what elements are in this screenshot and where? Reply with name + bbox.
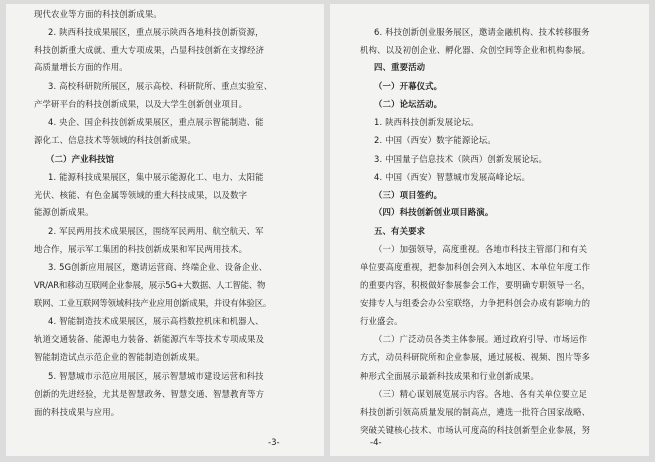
- text-line: 高质量增长方面的作用。: [34, 62, 128, 72]
- section-heading: （二）产业科技馆: [46, 154, 115, 164]
- text-line: 机构、以及初创企业、孵化器、众创空间等企业和机构参展。: [360, 45, 591, 55]
- text-line: 3. 5G创新应用展区，邀请运营商、终端企业、设备企业、: [48, 262, 268, 272]
- text-line: 产学研平台的科技创新成果，以及大学生创新创业项目。: [34, 99, 248, 109]
- subsection-heading: （一）开幕仪式。: [374, 81, 443, 91]
- subsection-heading: （四）科技创新创业项目路演。: [374, 207, 494, 217]
- text-line: （一）加强领导，高度重视。各地市科技主管部门和有关: [374, 244, 588, 254]
- text-line: 5. 智慧城市示范应用展区，展示智慧城市建设运营和科技: [48, 371, 264, 381]
- text-line: 4. 智能制造技术成果展区，展示高档数控机床和机器人、: [48, 316, 264, 326]
- text-line: 2. 军民两用技术成果展区，围绕军民两用、航空航天、军: [48, 226, 264, 236]
- text-line: （二）广泛动员各类主体参展。通过政府引导、市场运作: [374, 334, 588, 344]
- text-line: 联网、工业互联网等领域科技产业应用创新成果，并设有体验区。: [34, 298, 272, 308]
- text-line: 轨道交通装备、能源电力装备、新能源汽车等技术专项成果及: [34, 334, 265, 344]
- text-line: 4. 中国（西安）智慧城市发展高峰论坛。: [374, 172, 531, 182]
- text-line: 行业盛会。: [360, 316, 403, 326]
- text-line: 科技创新引领高质量发展的制高点，遴选一批符合国家战略、: [360, 407, 591, 417]
- subsection-heading: （三）项目签约。: [374, 190, 443, 200]
- text-line: 6. 科技创新创业服务展区，邀请金融机构、技术转移服务: [374, 27, 590, 37]
- text-line: 能源创新成果。: [34, 207, 94, 217]
- text-line: 1. 陕西科技创新发展论坛。: [374, 117, 479, 127]
- text-line: 2. 中国（西安）数字能源论坛。: [374, 135, 496, 145]
- text-line: 创新的先进经验，尤其是智慧政务、智慧交通、智慧教育等方: [34, 389, 265, 399]
- text-line: 光伏、核能、有色金属等领域的重大科技成果，以及数字: [34, 190, 248, 200]
- text-line: 地合作，展示军工集团的科技创新成果和军民两用技术。: [34, 244, 248, 254]
- text-line: 安排专人与组委会办公室联络，力争把科创会办成有影响力的: [360, 298, 591, 308]
- text-line: 单位要高度重视，把参加科创会列入本地区、本单位年度工作: [360, 262, 591, 272]
- right-page: [330, 4, 649, 456]
- text-line: 突破关键核心技术、市场认可度高的科技创新型企业参展，努: [360, 425, 591, 435]
- text-line: 4. 央企、国企科技创新成果展区，重点展示智能制造、能: [48, 117, 264, 127]
- text-line: 种形式全面展示最新科技成果和行业创新成果。: [360, 371, 540, 381]
- text-line: 科技创新重大成就、重大专项成果，凸显科技创新在支撑经济: [34, 45, 265, 55]
- text-line: 面的科技成果与应用。: [34, 407, 120, 417]
- text-line: 方式，动员科研院所和企业参展，通过展板、视频、图片等多: [360, 352, 591, 362]
- text-line: （三）精心谋划展览展示内容。各地、各有关单位要立足: [374, 389, 588, 399]
- text-line: 3. 中国量子信息技术（陕西）创新发展论坛。: [374, 154, 548, 164]
- text-line: 智能制造试点示范企业的智能制造创新成果。: [34, 352, 205, 362]
- text-line: 源化工、信息技术等领域的科技创新成果。: [34, 135, 196, 145]
- left-page: [6, 4, 324, 456]
- text-line: 2. 陕西科技成果展区，重点展示陕西各地科技创新资源，: [48, 27, 264, 37]
- section-heading: 四、重要活动: [374, 62, 426, 72]
- subsection-heading: （二）论坛活动。: [374, 99, 443, 109]
- text-line: VR/AR和移动互联网企业参展，展示5G+大数据、人工智能、物: [34, 280, 266, 290]
- text-line: 现代农业等方面的科技创新成果。: [34, 9, 162, 19]
- page-number: -4-: [370, 438, 382, 448]
- text-line: 3. 高校科研院所展区，展示高校、科研院所、重点实验室、: [48, 81, 273, 91]
- text-line: 的重要内容，积极做好参展参会工作，要明确专职领导一名，: [360, 280, 591, 290]
- page-number: -3-: [268, 438, 280, 448]
- section-heading: 五、有关要求: [374, 226, 426, 236]
- text-line: 1. 能源科技成果展区，集中展示能源化工、电力、太阳能: [48, 172, 264, 182]
